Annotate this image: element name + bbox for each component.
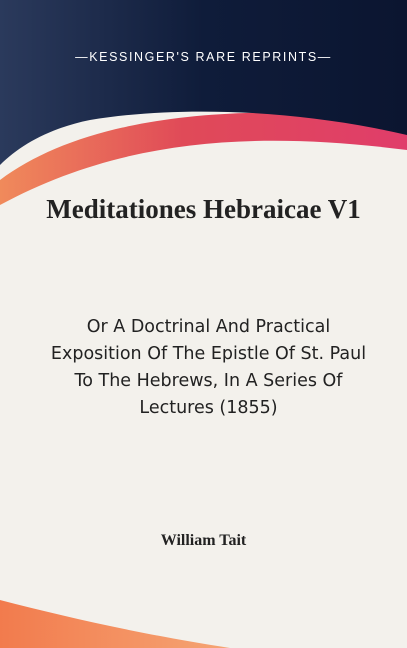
bottom-swoosh [0,600,230,648]
book-author: William Tait [160,532,247,549]
publisher-label: —KESSINGER'S RARE REPRINTS— [75,50,332,64]
book-title: Meditationes Hebraicae V1 [46,194,361,224]
book-subtitle: Or A Doctrinal And Practical Exposition Of The Epistle Of St. Paul To The Hebrews, In A Series Of Lectures (1855) [50,317,367,418]
